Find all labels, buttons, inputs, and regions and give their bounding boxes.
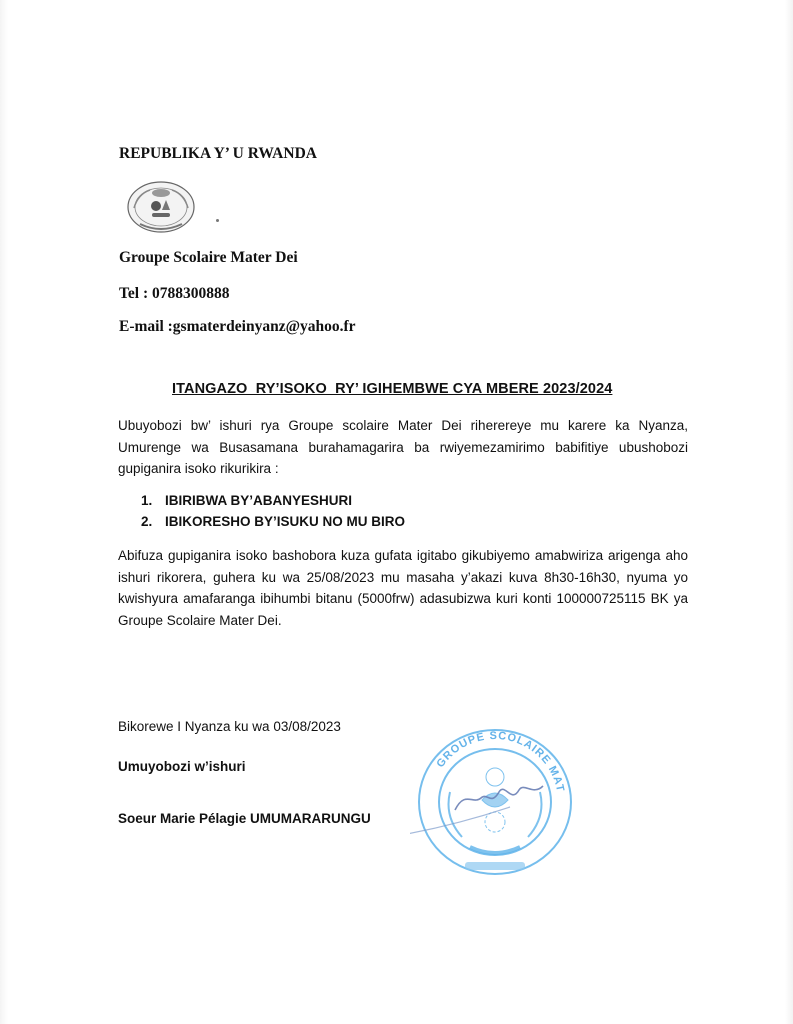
- details-line: kwishyura amafaranga ibihumbi bitanu (5000frw) adasubizwa kuri konti 100000725115 BK ya: [118, 591, 688, 606]
- notice-title: ITANGAZO RY’ISOKO RY’ IGIHEMBWE CYA MBERE 2023/2024: [172, 381, 613, 397]
- signatory-role: Umuyobozi w’ishuri: [118, 759, 246, 774]
- signatory-name: Soeur Marie Pélagie UMUMARARUNGU: [118, 811, 371, 826]
- stamp-text: GROUPE SCOLAIRE MAT: [434, 729, 567, 794]
- school-email: E-mail :gsmaterdeinyanz@yahoo.fr: [119, 318, 356, 335]
- item-label: IBIKORESHO BY’ISUKU NO MU BIRO: [165, 514, 406, 529]
- details-paragraph: [118, 545, 688, 631]
- details-line: Abifuza gupiganira isoko bashobora kuza gufata igitabo gikubiyemo amabwiriza arigenga aho: [118, 548, 688, 563]
- intro-line: Ubuyobozi bw’ ishuri rya Groupe scolaire Mater Dei riherereye mu karere ka Nyanza,: [118, 418, 688, 433]
- place-date: Bikorewe I Nyanza ku wa 03/08/2023: [118, 719, 341, 734]
- details-line: ishuri rikorera, guhera ku wa 25/08/2023 mu masaha y’akazi kuva 8h30-16h30, nyuma yo: [118, 569, 688, 585]
- scan-speck: [216, 219, 219, 222]
- school-stamp-icon: [410, 722, 580, 882]
- list-item: [141, 511, 405, 532]
- school-phone: Tel : 0788300888: [119, 285, 230, 302]
- rwanda-coat-of-arms-icon: [126, 180, 196, 234]
- intro-line: gupiganira isoko rikurikira :: [118, 461, 279, 476]
- tender-items-list: [141, 490, 405, 532]
- intro-line: Umurenge wa Busasamana burahamagarira ba rwiyemezamirimo babifitiye ubushobozi: [118, 439, 688, 455]
- details-line: Groupe Scolaire Mater Dei.: [118, 612, 282, 628]
- country-heading: REPUBLIKA Y’ U RWANDA: [119, 145, 317, 162]
- intro-paragraph: [118, 415, 688, 480]
- item-label: IBIRIBWA BY’ABANYESHURI: [165, 493, 353, 508]
- list-item: [141, 490, 405, 511]
- school-name: Groupe Scolaire Mater Dei: [119, 249, 298, 266]
- item-number: 1.: [141, 493, 153, 508]
- item-number: 2.: [141, 514, 153, 529]
